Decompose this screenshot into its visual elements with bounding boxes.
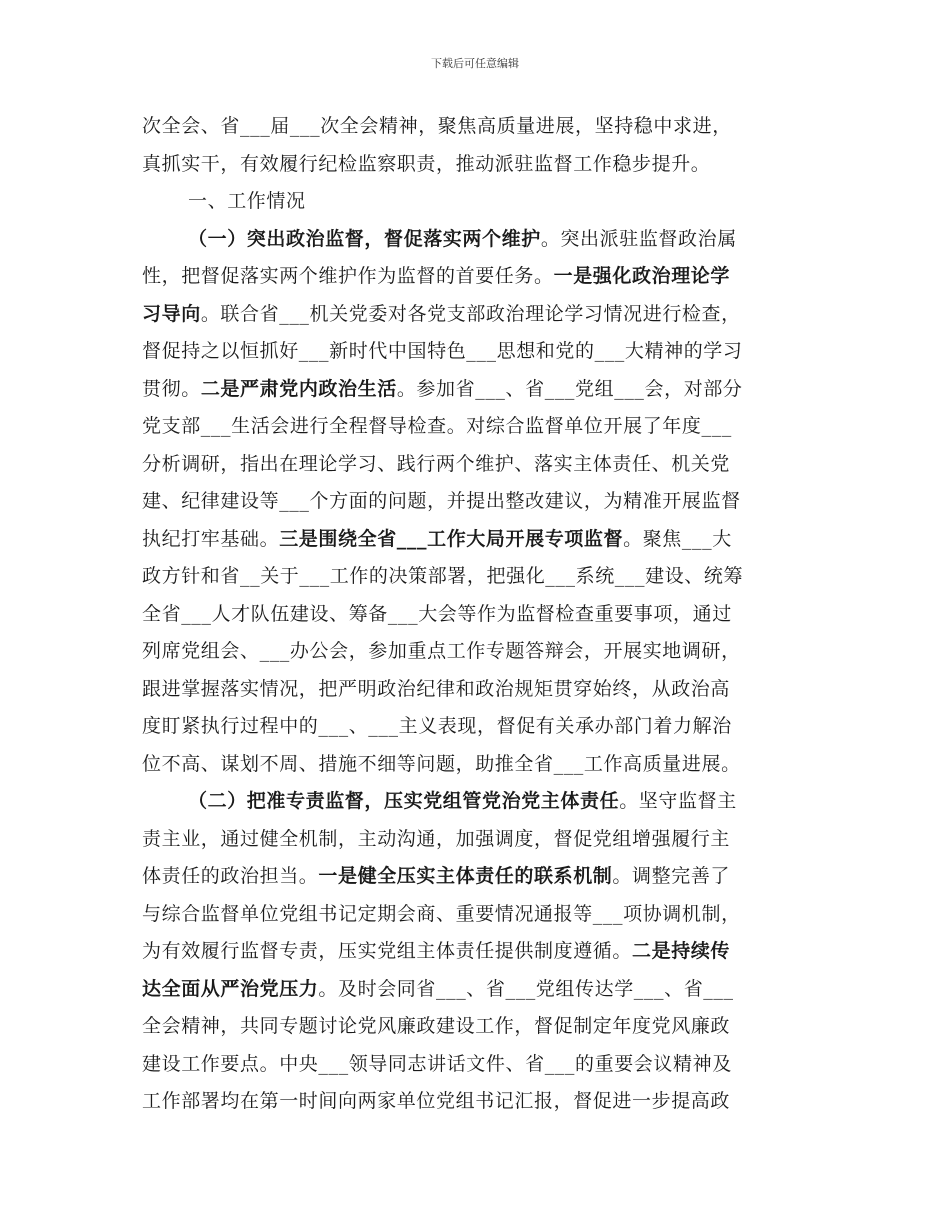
text-line [142,108,810,146]
text-line [142,1008,810,1046]
text-segment: 分析调研，指出在理论学习、践行两个维护、落实主体责任、机关党 [142,452,731,475]
text-segment: 全省___人才队伍建设、筹备___大会等作为监督检查重要事项，通过 [142,602,732,625]
text-line [142,296,810,334]
text-line [142,1046,810,1084]
text-segment: 贯彻。 [142,377,201,400]
text-line [142,446,810,484]
text-segment: 。坚守监督主 [619,790,737,812]
text-segment: 。及时会同省___、省___党组传达学___、省___ [318,977,734,1000]
text-segment: 督促持之以恒抓好___新时代中国特色___思想和党的___大精神的学习 [142,340,743,362]
text-line [142,521,810,559]
text-segment: 跟进掌握落实情况，把严明政治纪律和政治规矩贯穿始终，从政治高 [142,677,731,700]
text-segment: 。突出派驻监督政治属 [540,227,737,250]
text-line [142,858,810,896]
text-line [142,783,810,821]
text-segment: 性，把督促落实两个维护作为监督的首要任务。 [142,265,554,287]
text-segment: 建设工作要点。中央___领导同志讲话文件、省___的重要会议精神及 [142,1052,732,1075]
text-line [142,333,810,371]
text-line [142,633,810,671]
text-line [142,1083,810,1121]
text-segment: 党支部___生活会进行全程督导检查。对综合监督单位开展了年度___ [142,415,732,437]
text-line [142,258,810,296]
text-segment: 体责任的政治担当。 [142,865,319,887]
text-line [142,708,810,746]
bold-phrase: （二）把准专责监督，压实党组管党治党主体责任 [188,790,620,812]
text-line [142,746,810,784]
text-line [142,183,810,221]
text-segment: 全会精神，共同专题讨论党风廉政建设工作，督促制定年度党风廉政 [142,1015,731,1037]
text-segment: 度盯紧执行过程中的___、___主义表现，督促有关承办部门着力解治 [142,715,732,737]
bold-phrase: 一是强化政治理论学 [553,265,731,287]
text-line [142,933,810,971]
text-segment: 次全会、省___届___次全会精神，聚焦高质量进展，坚持稳中求进， [142,115,732,137]
text-segment: 工作部署均在第一时间向两家单位党组书记汇报，督促进一步提高政 [142,1090,731,1112]
text-segment: 执纪打牢基础。 [142,527,280,550]
page-header: 下载后可任意编辑 [431,57,519,70]
text-segment: 与综合监督单位党组书记定期会商、重要情况通报等___项协调机制， [142,902,741,925]
bold-phrase: 习导向 [142,302,201,325]
text-line [142,671,810,709]
text-segment: 。聚焦___大 [623,527,732,550]
bold-phrase: （一）突出政治监督，督促落实两个维护 [188,227,541,250]
bold-phrase: 一是健全压实主体责任的联系机制 [318,865,613,887]
text-segment: 一、工作情况 [188,190,306,212]
text-segment: 责主业，通过健全机制，主动沟通，加强调度，督促党组增强履行主 [142,827,731,850]
bold-phrase: 二是严肃党内政治生活 [200,377,397,400]
bold-phrase: 三是围绕全省___工作大局开展专项监督 [279,527,624,550]
bold-phrase: 二是持续传 [632,940,731,962]
text-segment: 政方针和省__关于___工作的决策部署，把强化___系统___建设、统筹 [142,565,744,587]
text-line [142,146,810,184]
text-line [142,558,810,596]
text-line [142,971,810,1009]
text-line [142,371,810,409]
text-line [142,483,810,521]
text-segment: 。参加省___、省___党组___会，对部分 [396,377,743,400]
text-segment: 。调整完善了 [612,865,731,887]
text-line [142,596,810,634]
text-line [142,221,810,259]
text-segment: 位不高、谋划不周、措施不细等问题，助推全省___工作高质量进展。 [142,752,741,775]
text-line [142,821,810,859]
bold-phrase: 达全面从严治党压力 [142,977,319,1000]
text-line [142,408,810,446]
document-body [142,108,810,1121]
text-segment: 为有效履行监督专责，压实党组主体责任提供制度遵循。 [142,940,633,962]
text-segment: 。联合省___机关党委对各党支部政治理论学习情况进行检查， [200,302,741,325]
text-segment: 建、纪律建设等___个方面的问题，并提出整改建议，为精准开展监督 [142,490,741,512]
text-line [142,896,810,934]
text-segment: 真抓实干，有效履行纪检监察职责，推动派驻监督工作稳步提升。 [142,152,711,175]
text-segment: 列席党组会、___办公会，参加重点工作专题答辩会，开展实地调研， [142,640,741,662]
